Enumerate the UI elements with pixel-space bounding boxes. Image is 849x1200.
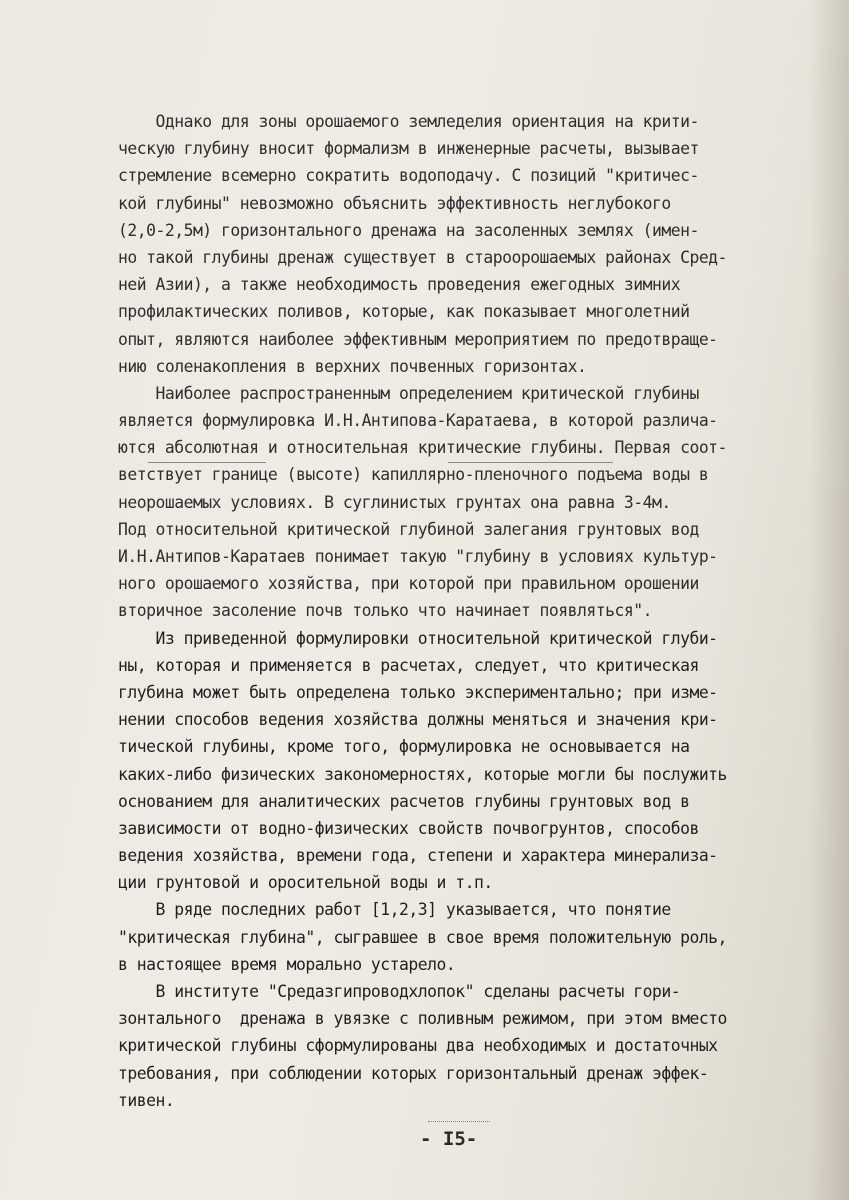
text-line: требования, при соблюдении которых горизонтальный дренаж эффек- <box>118 1063 709 1083</box>
text-line: (2,0-2,5м) горизонтального дренажа на засоленных землях (имен- <box>118 220 699 240</box>
text-line: "критическая глубина", сыгравшее в свое время положительную роль, <box>118 927 727 947</box>
page-number: - I5- <box>420 1128 478 1150</box>
text-line: Из приведенной формулировки относительной критической глуби- <box>118 628 718 648</box>
text-line: тической глубины, кроме того, формулировка не основывается на <box>118 737 690 757</box>
text-line: каких-либо физических закономерностях, которые могли бы послужить <box>118 764 727 784</box>
text-line: профилактических поливов, которые, как показывает многолетний <box>118 302 690 322</box>
text-line: ней Азии), а также необходимость проведения ежегодных зимних <box>118 275 681 295</box>
text-line: ветствует границе (высоте) капиллярно-пленочного подъема воды в <box>118 465 709 485</box>
text-line: И.Н.Антипов-Каратаев понимает такую "глубину в условиях культур- <box>118 547 718 566</box>
text-line: тивен. <box>118 1090 175 1110</box>
text-line: ведения хозяйства, времени года, степени и характера минерализа- <box>118 846 718 866</box>
text-line: вторичное засоление почв только что начинает появляться". <box>118 601 652 621</box>
text-line: неорошаемых условиях. В суглинистых грунтах она равна 3-4м. <box>118 492 671 512</box>
text-line: ческую глубину вносит формализм в инженерные расчеты, вызывает <box>118 139 699 159</box>
text-line: ны, которая и применяется в расчетах, следует, что критическая <box>118 655 699 675</box>
divider-line <box>428 1121 490 1122</box>
text-line: глубина может быть определена только экспериментально; при изме- <box>118 682 718 702</box>
text-line: нении способов ведения хозяйства должны меняться и значения кри- <box>118 710 718 730</box>
text-line: стремление всемерно сократить водоподачу. С позиций "критичес- <box>118 166 699 186</box>
text-line: опыт, являются наиболее эффективным мероприятием по предотвраще- <box>118 329 718 349</box>
body-text <box>118 108 823 1114</box>
pencil-underline <box>448 462 613 463</box>
text-line: Под относительной критической глубиной залегания грунтовых вод <box>118 519 699 539</box>
text-line: зависимости от водно-физических свойств почвогрунтов, способов <box>118 818 699 838</box>
text-line: кой глубины" невозможно объяснить эффективность неглубокого <box>118 193 671 213</box>
text-line: но такой глубины дренаж существует в староорошаемых районах Сред- <box>118 247 727 267</box>
text-line: Однако для зоны орошаемого земледелия ориентация на крити- <box>118 112 699 131</box>
text-line: ного орошаемого хозяйства, при которой при правильном орошении <box>118 574 699 594</box>
text-line: зонтального дренажа в увязке с поливным режимом, при этом вместо <box>118 1009 727 1029</box>
text-line: Наиболее распространенным определением критической глубины <box>118 383 699 403</box>
text-line: критической глубины сформулированы два необходимых и достаточных <box>118 1036 718 1056</box>
text-line: В институте "Средазгипроводхлопок" сделаны расчеты гори- <box>118 982 681 1001</box>
text-line: основанием для аналитических расчетов глубины грунтовых вод в <box>118 791 690 811</box>
text-line: в настоящее время морально устарело. <box>118 954 456 974</box>
text-line: ции грунтовой и оросительной воды и т.п. <box>118 873 493 893</box>
pencil-underline <box>148 462 266 463</box>
text-line: является формулировка И.Н.Антипова-Каратаева, в которой различа- <box>118 411 718 431</box>
text-line: ются абсолютная и относительная критические глубины. Первая соот- <box>118 438 727 458</box>
text-line: В ряде последних работ [1,2,3] указывается, что понятие <box>118 900 671 920</box>
text-line: нию соленакопления в верхних почвенных горизонтах. <box>118 356 587 376</box>
